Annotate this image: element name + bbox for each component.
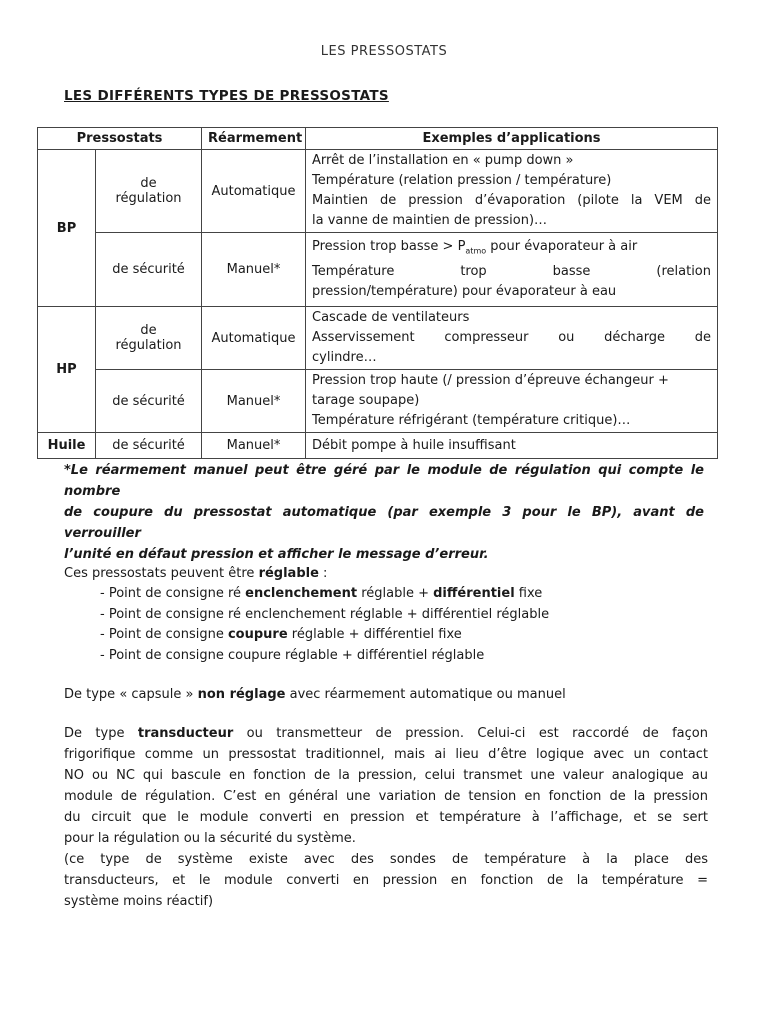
example-text: Pression trop basse > P	[312, 239, 466, 255]
intro-paragraph	[64, 563, 708, 584]
paragraph-text: De type	[64, 726, 138, 741]
example-line: tarage soupape)	[312, 393, 420, 408]
example-line: Maintien de pression d’évaporation (pilote la VEM de	[312, 193, 711, 208]
list-text: réglable + différentiel fixe	[287, 627, 462, 642]
example-line	[312, 237, 711, 262]
section-title: LES DIFFÉRENTS TYPES DE PRESSOSTATS	[64, 88, 389, 104]
rearm-cell: Manuel*	[202, 370, 306, 433]
paragraph-line: système moins réactif)	[64, 894, 214, 909]
capsule-bold: non réglage	[197, 687, 286, 702]
group-bp: BP	[38, 150, 96, 307]
example-line: Arrêt de l’installation en « pump down »	[312, 153, 574, 168]
table-row	[38, 370, 718, 433]
paragraph-line: NO ou NC qui bascule en fonction de la pression, celui transmet une valeur analogique au	[64, 768, 708, 783]
intro-text: Ces pressostats peuvent être	[64, 566, 259, 581]
examples-cell	[306, 370, 718, 433]
pressostats-table	[37, 127, 718, 459]
capsule-text: De type « capsule »	[64, 687, 198, 702]
example-line: Asservissement compresseur ou décharge de	[312, 330, 711, 345]
list-text: fixe	[514, 586, 543, 601]
list-item	[100, 583, 700, 604]
footnote-line: de coupure du pressostat automatique (par exemple 3 pour le BP), avant de verrouiller	[64, 505, 704, 541]
list-bold: enclenchement	[245, 586, 358, 601]
capsule-paragraph	[64, 684, 708, 705]
list-text: - Point de consigne ré enclenchement réglable + différentiel réglable	[100, 606, 550, 622]
document-title: LES PRESSOSTATS	[320, 44, 448, 59]
type-cell: de sécurité	[96, 433, 202, 459]
paragraph-line: frigorifique comme un pressostat traditionnel, mais ai lieu d’être logique avec un contact	[64, 747, 708, 762]
type-cell	[96, 307, 202, 370]
table-row	[38, 433, 718, 459]
list-bold: coupure	[227, 627, 288, 642]
examples-cell: Débit pompe à huile insuffisant	[306, 433, 718, 459]
type-line: régulation	[115, 191, 182, 206]
list-text: - Point de consigne coupure réglable + différentiel réglable	[100, 647, 485, 663]
rearm-cell: Automatique	[202, 150, 306, 233]
list-item	[100, 604, 700, 625]
examples-cell	[306, 307, 718, 370]
type-line: régulation	[115, 338, 182, 353]
type-cell	[96, 150, 202, 233]
list-text: réglable +	[357, 586, 434, 601]
type-cell: de sécurité	[96, 233, 202, 307]
example-line: la vanne de maintien de pression)…	[312, 213, 548, 228]
rearm-cell: Manuel*	[202, 233, 306, 307]
list-bold: différentiel	[433, 586, 515, 601]
list-text: - Point de consigne	[100, 627, 228, 642]
footnote-line: l’unité en défaut pression et afficher le message d’erreur.	[64, 547, 489, 562]
list-item	[100, 645, 700, 666]
example-line: cylindre…	[312, 350, 377, 365]
intro-bold: réglable	[258, 566, 319, 581]
examples-cell	[306, 150, 718, 233]
type-line: de	[140, 323, 157, 338]
group-hp: HP	[38, 307, 96, 433]
footnote	[64, 460, 704, 565]
example-line: Température trop basse (relation	[312, 263, 711, 279]
capsule-text: avec réarmement automatique ou manuel	[285, 687, 566, 702]
header-pressostats: Pressostats	[38, 128, 202, 150]
rearm-cell: Manuel*	[202, 433, 306, 459]
rearm-cell: Automatique	[202, 307, 306, 370]
example-text: pour évaporateur à air	[486, 239, 638, 255]
example-line: Cascade de ventilateurs	[312, 310, 470, 325]
header-rearmement: Réarmement	[202, 128, 306, 150]
type-cell: de sécurité	[96, 370, 202, 433]
group-huile: Huile	[38, 433, 96, 459]
examples-cell	[306, 233, 718, 307]
transducer-paragraph	[64, 723, 708, 912]
paragraph-text: ou transmetteur de pression. Celui-ci est raccordé de façon	[233, 726, 708, 741]
example-line: Température (relation pression / température)	[312, 173, 612, 188]
paragraph-line: module de régulation. C’est en général une variation de tension en fonction de la pression	[64, 789, 708, 804]
example-line: pression/température) pour évaporateur à eau	[312, 283, 617, 299]
list-item	[100, 624, 700, 645]
type-line: de	[140, 176, 157, 191]
list-text: - Point de consigne ré	[100, 586, 246, 601]
header-exemples: Exemples d’applications	[306, 128, 718, 150]
example-line: Température réfrigérant (température critique)…	[312, 413, 631, 428]
paragraph-line: transducteurs, et le module converti en pression en fonction de la température =	[64, 873, 708, 888]
settings-list	[100, 583, 700, 665]
subscript-atmo: atmo	[465, 246, 487, 256]
table-row	[38, 307, 718, 370]
paragraph-line: (ce type de système existe avec des sondes de température à la place des	[64, 852, 708, 867]
intro-text: :	[318, 566, 328, 581]
footnote-line: *Le réarmement manuel peut être géré par le module de régulation qui compte le nombre	[64, 463, 704, 499]
paragraph-line: pour la régulation ou la sécurité du système.	[64, 831, 356, 846]
paragraph-line: du circuit que le module converti en pression et température à l’affichage, et se sert	[64, 810, 708, 825]
paragraph-bold: transducteur	[137, 726, 234, 741]
table-row	[38, 233, 718, 307]
table-header-row	[38, 128, 718, 150]
example-line: Pression trop haute (/ pression d’épreuve échangeur +	[312, 373, 669, 388]
table-row	[38, 150, 718, 233]
paragraph-line	[64, 723, 708, 744]
